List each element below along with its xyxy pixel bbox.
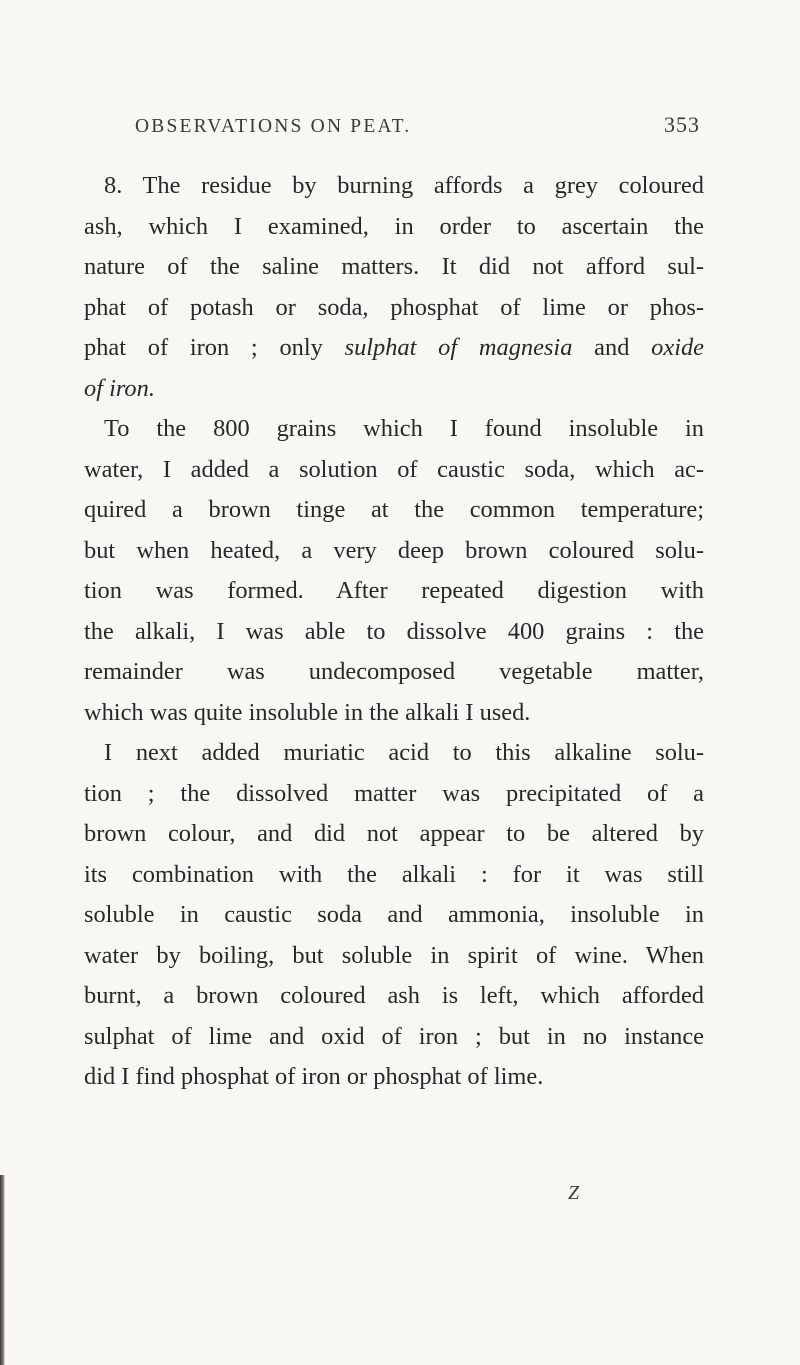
text-line: water by boiling, but soluble in spirit of wine. When [84, 941, 704, 969]
text-line: which was quite insoluble in the alkali I used. [84, 698, 531, 726]
text-line: quired a brown tinge at the common temperature; [84, 496, 704, 523]
text-line: phat of potash or soda, phosphat of lime or phos- [84, 293, 704, 321]
running-head-title: OBSERVATIONS ON PEAT. [135, 116, 412, 137]
text-line: sulphat of lime and oxid of iron ; but in no instance [84, 1022, 704, 1050]
text-line: the alkali, I was able to dissolve 400 grains : the [84, 617, 704, 645]
running-head [95, 112, 700, 142]
text-line: brown colour, and did not appear to be altered by [84, 820, 704, 847]
text-line: nature of the saline matters. It did not afford sul- [84, 253, 704, 280]
signature-mark: Z [568, 1182, 580, 1204]
text-line: remainder was undecomposed vegetable matter, [84, 658, 704, 685]
text-line: 8. The residue by burning affords a grey coloured [104, 172, 704, 199]
text-line: did I find phosphat of iron or phosphat of lime. [84, 1063, 544, 1090]
text-line: its combination with the alkali : for it was still [84, 860, 704, 888]
text-line: water, I added a solution of caustic soda, which ac- [84, 455, 704, 483]
text-line: soluble in caustic soda and ammonia, insoluble in [84, 901, 704, 928]
text-line: tion ; the dissolved matter was precipitated of a [84, 779, 704, 807]
italic-term: oxide [651, 334, 704, 361]
text-line: To the 800 grains which I found insoluble in [104, 415, 704, 442]
text-line: but when heated, a very deep brown coloured solu- [84, 536, 704, 564]
text-line: burnt, a brown coloured ash is left, which afforded [84, 982, 704, 1009]
body-text [84, 166, 704, 1098]
page-number: 353 [664, 112, 700, 137]
text-line: tion was formed. After repeated digestion with [84, 577, 704, 604]
text-line: phat of iron ; only sulphat of magnesia and oxide [84, 334, 704, 361]
italic-term: sulphat of magnesia [344, 334, 573, 361]
italic-term: of iron. [84, 374, 155, 402]
text-line: ash, which I examined, in order to ascertain the [84, 212, 704, 240]
text-line: I next added muriatic acid to this alkaline solu- [104, 739, 704, 766]
text-line [84, 369, 704, 410]
gutter-shadow [0, 1175, 5, 1365]
